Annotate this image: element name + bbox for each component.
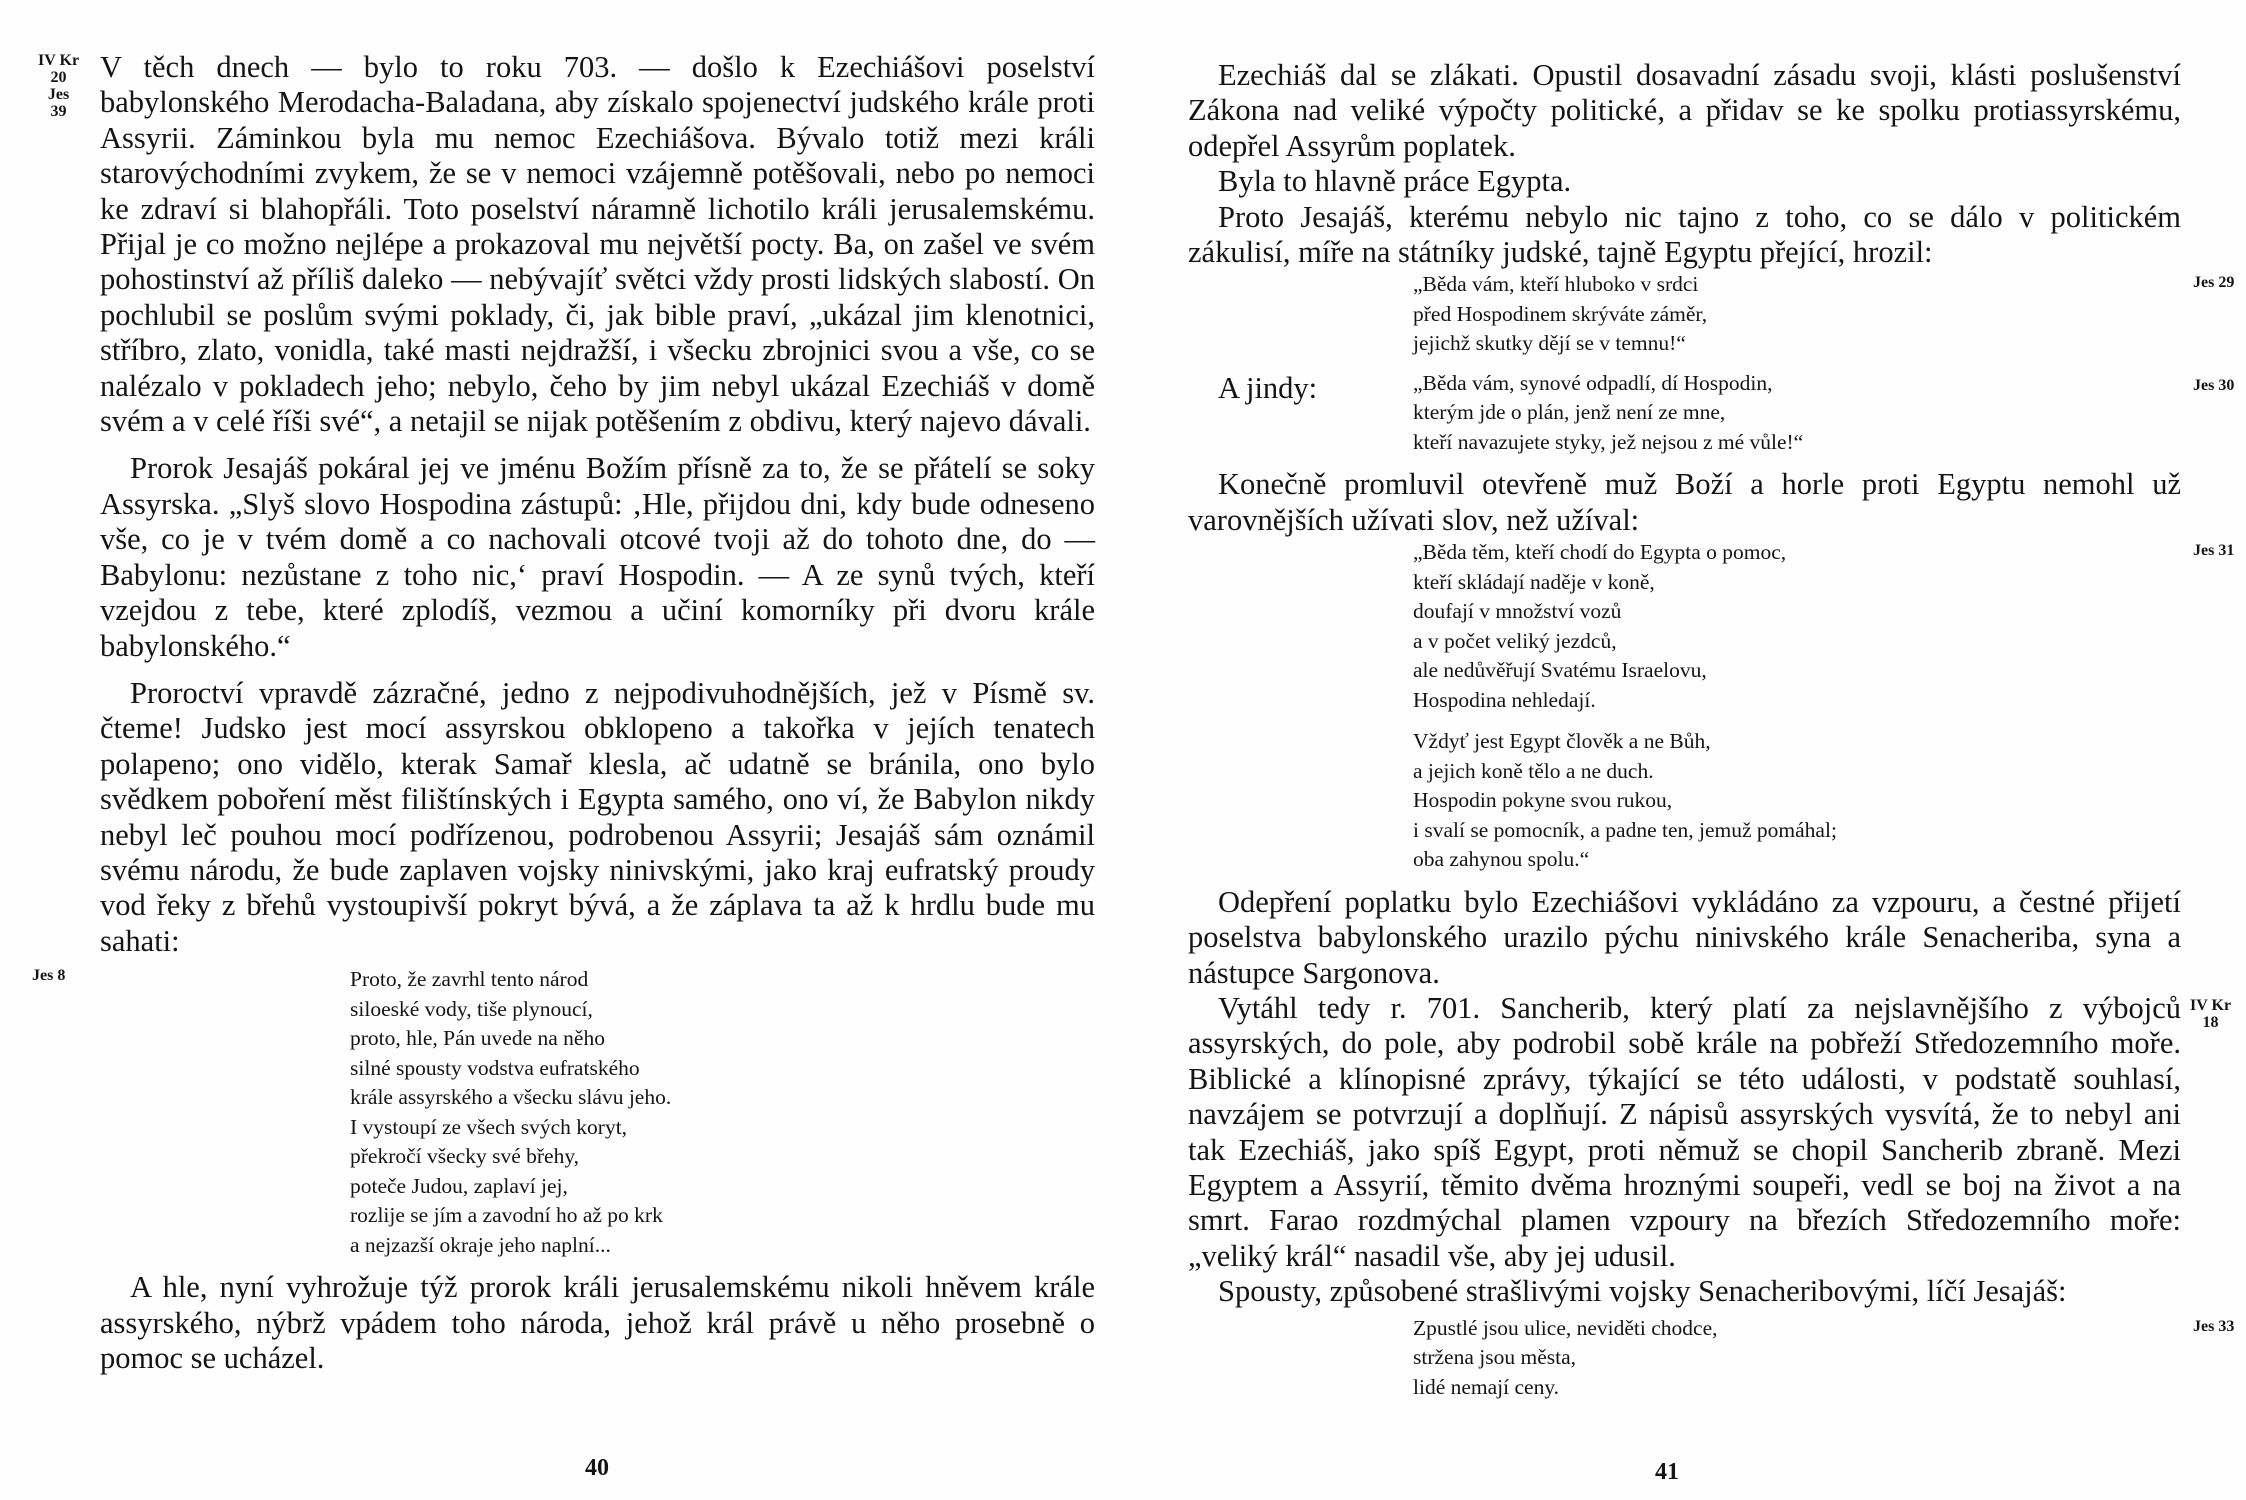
verse-line: před Hospodinem skrýváte záměr, bbox=[1413, 301, 1708, 326]
verse-block bbox=[1413, 270, 2235, 359]
verse-line: „Běda vám, synové odpadlí, dí Hospodin, bbox=[1413, 370, 1773, 395]
margin-ref-book: IV Kr bbox=[38, 52, 80, 69]
margin-ref-chapter: 20 bbox=[50, 69, 67, 86]
verse-line: silné spousty vodstva eufratského bbox=[350, 1055, 640, 1080]
paragraph: Odepření poplatku bylo Ezechiášovi vykládáno za vzpouru, a čestné přijetí poselstva babylonského urazilo pýchu ninivského krále Senacheriba, syna a nástupce Sargonova. bbox=[1188, 884, 2181, 990]
verse-reference: Jes 30 bbox=[2193, 376, 2235, 394]
verse-line: kteří navazujete styky, jež nejsou z mé vůle!“ bbox=[1413, 429, 1804, 454]
verse-line: kteří skládají naděje v koně, bbox=[1413, 569, 1655, 594]
verse-line: doufají v množství vozů bbox=[1413, 599, 1622, 624]
verse-line: a nejzazší okraje jeho naplní... bbox=[350, 1232, 611, 1257]
verse-line: kterým jde o plán, jenž není ze mne, bbox=[1413, 400, 1726, 425]
paragraph: Vytáhl tedy r. 701. Sancherib, který platí za nejslavnějšího z výbojců assyrských, do pole, aby podrobil sobě krále na pobřeží Středozemního moře. Biblické a klínopisné zprávy, týkající se této události, v podstatě souhlasí, navzájem se potvrzují a doplňují. Z nápisů assyrských vysvítá, že to nebyl ani tak Ezechiáš, jako spíš Egypt, proti němuž se chopil Sancherib zbraně. Mezi Egyptem a Assyrií, těmito dvěma hroznými soupeři, vedl se boj na život a na smrt. Farao rozdmýchal plamen vzpoury na březích Středozemního moře: „veliký král“ nasadil vše, aby jej udusil. bbox=[1188, 990, 2181, 1273]
paragraph: Ezechiáš dal se zlákati. Opustil dosavadní zásadu svoji, klásti poslušenství Zákona nad veliké výpočty politické, a přidav se ke spolku protiassyrskému, odepřel Assyrům poplatek. bbox=[1188, 58, 2181, 163]
margin-ref-book: IV Kr bbox=[2190, 996, 2232, 1014]
verse-reference: Jes 8 bbox=[32, 967, 66, 985]
paragraph-with-margin-ref bbox=[1188, 990, 2232, 1274]
verse-block bbox=[1413, 369, 2235, 458]
margin-reference-top bbox=[38, 52, 79, 120]
verse-line: ale nedůvěřují Svatému Israelovu, bbox=[1413, 658, 1707, 683]
verse-line: oba zahynou spolu.“ bbox=[1413, 847, 1590, 872]
paragraph: A hle, nyní vyhrožuje týž prorok králi jerusalemskému nikoli hněvem krále assyrského, nýbrž vpádem toho národa, jehož král právě u něho prosebně o pomoc se ucházel. bbox=[100, 1270, 1095, 1375]
verse-block bbox=[1413, 538, 2235, 715]
paragraph: Proroctví vpravdě zázračné, jedno z nejpodivuhodnějších, jež v Písmě sv. čteme! Judsko jest mocí assyrskou obklopeno a takořka v jejích tenatech polapeno; ono vidělo, kterak Samař klesla, ač udatně se bránila, ono bylo svědkem poboření měst filištínských i Egypta samého, ono ví, že Babylon nikdy nebyl leč pouhou mocí podřízenou, podrobenou Assyrii; Jesajáš sám oznámil svému národu, že bude zaplaven vojsky ninivskými, jako kraj eufratský proudy vod řeky z břehů vystoupivší pokryt bývá, a že záplava ta až k hrdlu bude mu sahati: bbox=[100, 675, 1095, 958]
margin-ref-chapter: 18 bbox=[2202, 1013, 2219, 1031]
verse-line: poteče Judou, zaplaví jej, bbox=[350, 1173, 568, 1198]
verse-line: i svalí se pomocník, a padne ten, jemuž pomáhal; bbox=[1413, 817, 1837, 842]
verse-line: „Běda vám, kteří hluboko v srdci bbox=[1413, 272, 1699, 297]
verse-line: Hospodina nehledají. bbox=[1413, 687, 1596, 712]
paragraph: Prorok Jesajáš pokáral jej ve jménu Božím přísně za to, že se přátelí se soky Assyrska. „Slyš slovo Hospodina zástupů: ‚Hle, přijdou dni, kdy bude odneseno vše, co je v tvém domě a co nachovali otcové tvoji až do tohoto dne, do — Babylonu: nezůstane z toho nic,‘ praví Hospodin. — A ze synů tvých, kteří vzejdou z tebe, které zplodíš, vezmou a učiní komorníky při dvoru krále babylonského.“ bbox=[100, 451, 1095, 663]
paragraph: Proto Jesajáš, kterému nebylo nic tajno z toho, co se dálo v politickém zákulisí, míře na státníky judské, tajně Egyptu přející, hrozil: bbox=[1188, 199, 2181, 270]
paragraph: Byla to hlavně práce Egypta. bbox=[1218, 164, 1572, 199]
paragraph: Konečně promluvil otevřeně muž Boží a horle proti Egyptu nemohl už varovnějších užívati slov, než užíval: bbox=[1188, 467, 2181, 537]
margin-reference bbox=[2190, 997, 2231, 1031]
verse-with-lead bbox=[1188, 369, 2235, 458]
verse-line: rozlije se jím a zavodní ho až po krk bbox=[350, 1203, 663, 1228]
verse-reference: Jes 31 bbox=[2193, 542, 2235, 560]
page-number: 40 bbox=[585, 1455, 609, 1481]
verse-line: Vždyť jest Egypt člověk a ne Bůh, bbox=[1413, 729, 1711, 754]
verse-line: a v počet veliký jezdců, bbox=[1413, 628, 1617, 653]
verse-line: siloeské vody, tiše plynoucí, bbox=[350, 996, 593, 1021]
margin-ref-book-2: Jes bbox=[47, 86, 70, 103]
verse-line: a jejich koně tělo a ne duch. bbox=[1413, 758, 1654, 783]
verse-block bbox=[32, 965, 1095, 1260]
verse-block bbox=[1413, 1314, 2235, 1403]
lead-label: A jindy: bbox=[1218, 370, 1318, 405]
right-page-body bbox=[1188, 58, 2235, 1412]
verse-line: překročí všecky své břehy, bbox=[350, 1144, 580, 1169]
verse-line: Hospodin pokyne svou rukou, bbox=[1413, 788, 1673, 813]
paragraph: Spousty, způsobené strašlivými vojsky Senacheribovými, líčí Jesajáš: bbox=[1218, 1274, 2067, 1309]
verse-line: Proto, že zavrhl tento národ bbox=[350, 967, 589, 992]
left-page bbox=[0, 0, 1110, 1500]
verse-block bbox=[1413, 727, 2181, 875]
verse-line: stržena jsou města, bbox=[1413, 1345, 1576, 1370]
verse-line: lidé nemají ceny. bbox=[1413, 1374, 1560, 1399]
verse-line: krále assyrského a všecku slávu jeho. bbox=[350, 1085, 672, 1110]
verse-line: I vystoupí ze všech svých koryt, bbox=[350, 1114, 628, 1139]
margin-ref-chapter-2: 39 bbox=[50, 103, 67, 120]
verse-reference: Jes 29 bbox=[2193, 274, 2235, 292]
verse-line: jejichž skutky dějí se v temnu!“ bbox=[1413, 331, 1686, 356]
verse-line: Zpustlé jsou ulice, neviděti chodce, bbox=[1413, 1315, 1718, 1340]
stanza-break bbox=[1188, 715, 2181, 727]
paragraph: V těch dnech — bylo to roku 703. — došlo k Ezechiášovi poselství babylonského Merodacha-Baladana, aby získalo spojenectví judského krále proti Assyrii. Záminkou byla mu nemoc Ezechiášova. Bývalo totiž mezi králi starovýchodními zvykem, že se v nemoci vzájemně potěšovali, nebo po nemoci ke zdraví si blahopřáli. Toto poselství náramně lichotilo králi jerusalemskému. Přijal je co možno nejlépe a prokazoval mu největší pocty. Ba, on zašel ve svém pohostinství až příliš daleko — nebývajíť světci vždy prosti lidských slabostí. On pochlubil se poslům svými poklady, či, jak bible praví, „ukázal jim klenotnici, stříbro, zlato, vonidla, také masti nejdražší, i všecku zbrojnici svou a vše, co se nalézalo v pokladech jeho; nebylo, čeho by jim nebyl ukázal Ezechiáš v domě svém a v celé říši své“, a netajil se nijak potěšením z obdivu, který najevo dávali. bbox=[100, 50, 1095, 439]
page-number: 41 bbox=[1655, 1459, 1679, 1485]
verse-reference: Jes 33 bbox=[2193, 1317, 2235, 1335]
verse-line: „Běda těm, kteří chodí do Egypta o pomoc, bbox=[1413, 540, 1787, 565]
verse-line: proto, hle, Pán uvede na něho bbox=[350, 1026, 605, 1051]
right-page bbox=[1150, 0, 2246, 1500]
